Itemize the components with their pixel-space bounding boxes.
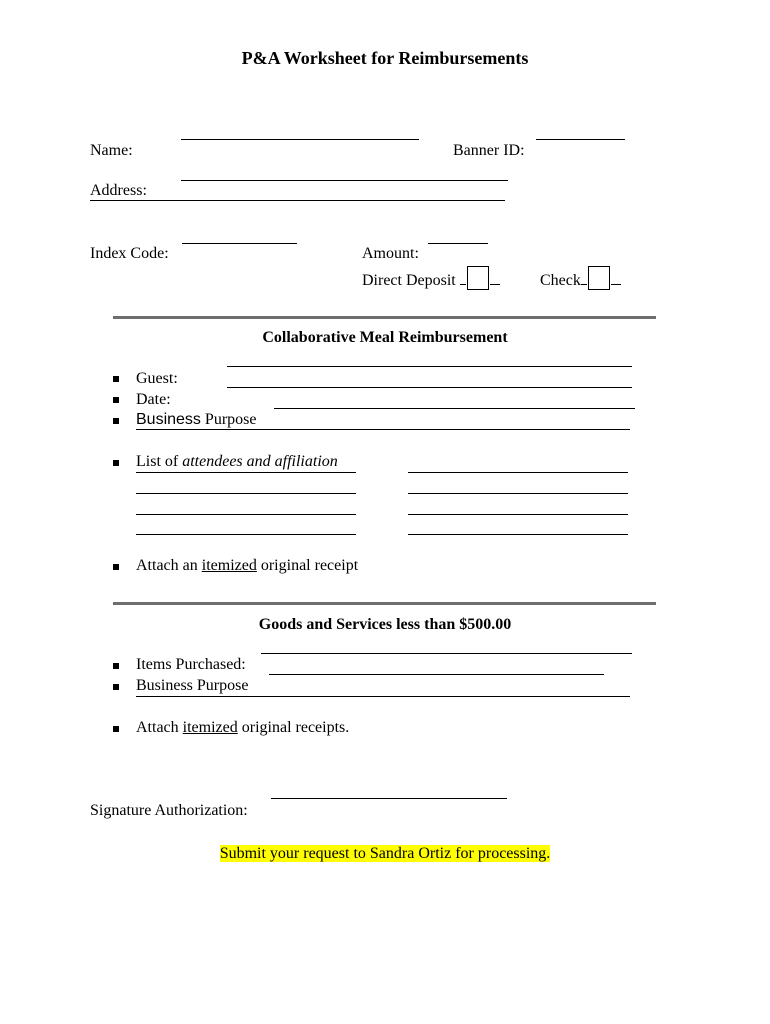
name-field[interactable] <box>181 139 419 140</box>
items-purchased-field[interactable] <box>261 653 632 654</box>
direct-deposit-label: Direct Deposit <box>362 272 456 289</box>
attendee-field[interactable] <box>136 493 356 494</box>
address-field-line-2[interactable] <box>90 200 505 201</box>
bullet-icon <box>113 684 119 690</box>
attach-receipt-instruction: Attach an itemized original receipt <box>136 557 359 574</box>
bullet-icon <box>113 397 119 403</box>
attendee-field[interactable] <box>408 472 628 473</box>
signature-field[interactable] <box>271 798 507 799</box>
signature-label: Signature Authorization: <box>90 802 248 819</box>
index-code-label: Index Code: <box>90 245 169 262</box>
banner-id-label: Banner ID: <box>453 142 525 159</box>
attendee-field[interactable] <box>408 514 628 515</box>
attendee-field[interactable] <box>136 534 356 535</box>
bullet-icon <box>113 726 119 732</box>
meal-business-purpose-field[interactable] <box>274 408 635 409</box>
bullet-icon <box>113 460 119 466</box>
address-label: Address: <box>90 182 147 199</box>
attendee-field[interactable] <box>136 514 356 515</box>
date-field[interactable] <box>227 387 632 388</box>
business-purpose-label: Business Purpose <box>136 411 257 428</box>
page-title: P&A Worksheet for Reimbursements <box>241 48 529 68</box>
attendee-field[interactable] <box>408 534 628 535</box>
bullet-icon <box>113 663 119 669</box>
amount-label: Amount: <box>362 245 419 262</box>
check-option <box>540 266 621 290</box>
bullet-icon <box>113 376 119 382</box>
attach-receipts-instruction: Attach itemized original receipts. <box>136 719 350 736</box>
section-divider <box>113 316 656 319</box>
section-divider <box>113 602 656 605</box>
goods-section-heading: Goods and Services less than $500.00 <box>258 616 512 633</box>
goods-business-purpose-label: Business Purpose <box>136 677 249 694</box>
banner-id-field[interactable] <box>536 139 625 140</box>
check-checkbox[interactable] <box>588 266 610 290</box>
goods-business-purpose-field-2[interactable] <box>136 696 630 697</box>
direct-deposit-option <box>362 266 500 290</box>
address-field-line-1[interactable] <box>181 180 508 181</box>
amount-field[interactable] <box>428 243 488 244</box>
guest-label: Guest: <box>136 370 178 387</box>
attendees-label: List of attendees and affiliation <box>136 453 338 470</box>
attendee-field[interactable] <box>136 472 356 473</box>
index-code-field[interactable] <box>182 243 297 244</box>
meal-business-purpose-field-2[interactable] <box>136 429 630 430</box>
check-label: Check <box>540 272 581 289</box>
name-label: Name: <box>90 142 133 159</box>
direct-deposit-checkbox[interactable] <box>467 266 489 290</box>
submit-note: Submit your request to Sandra Ortiz for processing. <box>219 845 551 862</box>
bullet-icon <box>113 564 119 570</box>
bullet-icon <box>113 418 119 424</box>
meal-section-heading: Collaborative Meal Reimbursement <box>262 329 508 346</box>
date-label: Date: <box>136 391 171 408</box>
attendee-field[interactable] <box>408 493 628 494</box>
items-purchased-label: Items Purchased: <box>136 656 246 673</box>
goods-business-purpose-field[interactable] <box>269 674 604 675</box>
guest-field[interactable] <box>227 366 632 367</box>
